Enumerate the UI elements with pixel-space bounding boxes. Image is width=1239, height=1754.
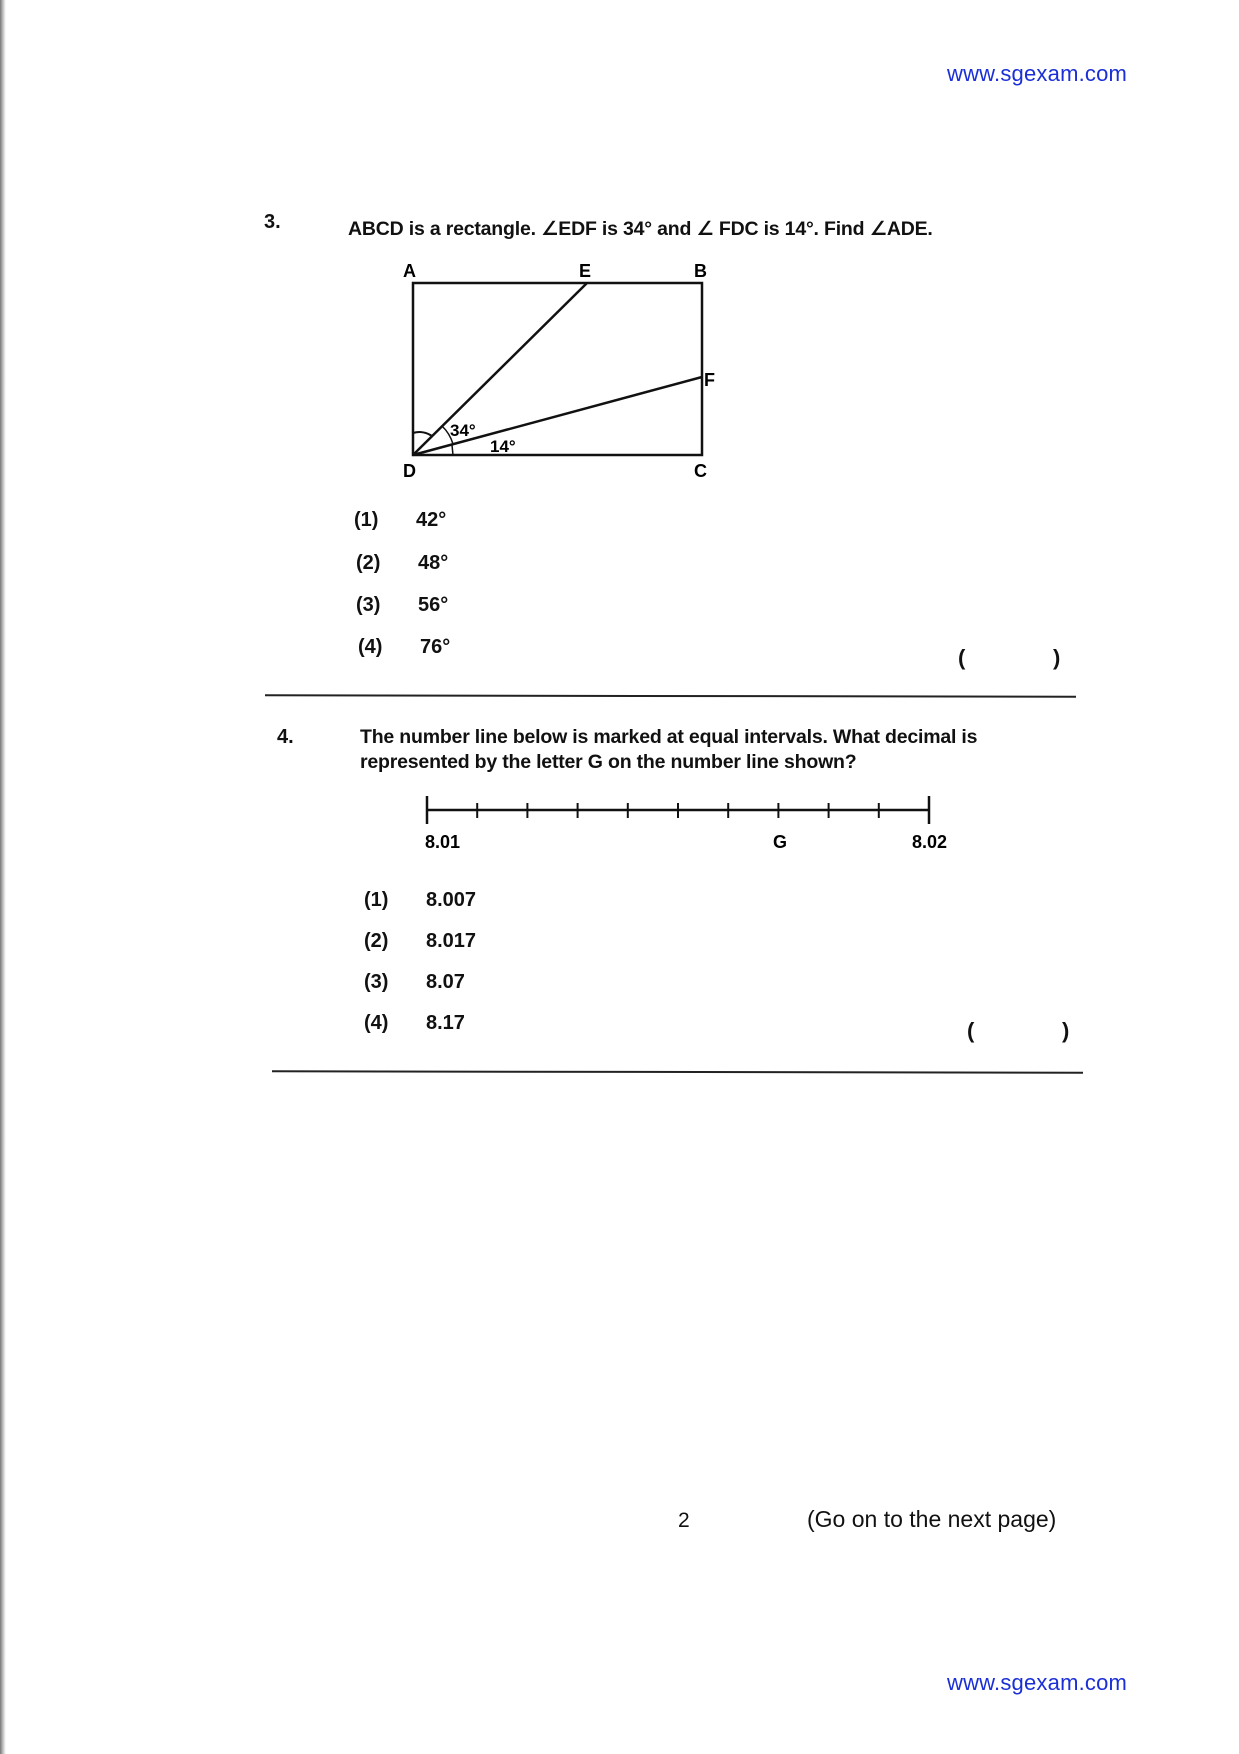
- number-line: [400, 790, 960, 860]
- q4-option-4-num: (4): [364, 1012, 389, 1034]
- q3-answer-open: (: [958, 645, 966, 670]
- vertex-e-label: E: [579, 261, 592, 281]
- q3-option-4[interactable]: [358, 636, 450, 659]
- q4-option-4-value: 8.17: [426, 1012, 465, 1034]
- q4-option-2-num: (2): [364, 930, 389, 952]
- q3-option-1[interactable]: [354, 509, 446, 532]
- q3-option-2[interactable]: [356, 552, 448, 575]
- angle-fdc-label: 14°: [490, 437, 516, 456]
- q3-option-4-value: 76°: [420, 636, 451, 658]
- number-line-marks: [427, 796, 929, 824]
- q3-option-3-num: (3): [356, 594, 381, 616]
- angle-edf-label: 34°: [450, 421, 476, 440]
- vertex-b-label: B: [694, 261, 707, 281]
- q3-option-4-num: (4): [358, 636, 383, 658]
- vertex-d-label: D: [403, 461, 416, 481]
- question-4-text-line-2: represented by the letter G on the number line shown?: [360, 751, 857, 773]
- continue-note: (Go on to the next page): [807, 1506, 1057, 1532]
- q3-option-3[interactable]: [356, 594, 448, 617]
- line-de: [413, 283, 587, 455]
- vertex-f-label: F: [704, 370, 715, 390]
- q3-option-3-value: 56°: [418, 594, 449, 616]
- angle-arc-ade: [413, 432, 432, 436]
- angle-tick-fdc: [452, 445, 453, 455]
- question-3-text: ABCD is a rectangle. ∠EDF is 34° and ∠ FDC is 14°. Find ∠ADE.: [348, 218, 933, 240]
- vertex-c-label: C: [694, 461, 707, 481]
- q3-answer-close: ): [1053, 645, 1061, 670]
- number-line-start-label: 8.01: [425, 832, 461, 852]
- page-number: 2: [678, 1509, 690, 1532]
- separator-rule-1: [265, 694, 1076, 697]
- q4-option-2-value: 8.017: [426, 930, 477, 952]
- number-line-point-label: G: [773, 832, 788, 852]
- q4-option-1-value: 8.007: [426, 889, 477, 911]
- q4-option-3-value: 8.07: [426, 971, 465, 993]
- q4-option-1[interactable]: [364, 889, 476, 912]
- site-link-bottom[interactable]: www.sgexam.com: [947, 1670, 1128, 1695]
- site-link-top[interactable]: www.sgexam.com: [947, 61, 1128, 86]
- q4-answer-open: (: [967, 1018, 975, 1043]
- question-4-text-line-1: The number line below is marked at equal intervals. What decimal is: [360, 726, 978, 748]
- q3-option-2-num: (2): [356, 552, 381, 574]
- question-3-number: 3.: [264, 211, 281, 233]
- q3-option-1-num: (1): [354, 509, 379, 531]
- q3-option-2-value: 48°: [418, 552, 449, 574]
- question-4-number: 4.: [277, 726, 294, 748]
- q4-option-4[interactable]: [364, 1012, 465, 1035]
- number-line-end-label: 8.02: [912, 832, 948, 852]
- q4-option-3[interactable]: [364, 971, 465, 994]
- line-df: [413, 377, 702, 455]
- q3-option-1-value: 42°: [416, 509, 447, 531]
- q4-option-2[interactable]: [364, 930, 476, 953]
- q4-answer-close: ): [1062, 1018, 1070, 1043]
- q4-option-3-num: (3): [364, 971, 389, 993]
- vertex-a-label: A: [403, 261, 416, 281]
- q4-option-1-num: (1): [364, 889, 389, 911]
- separator-rule-2: [272, 1070, 1083, 1073]
- scan-page-edge: [0, 0, 6, 1754]
- rectangle-diagram: [380, 255, 740, 485]
